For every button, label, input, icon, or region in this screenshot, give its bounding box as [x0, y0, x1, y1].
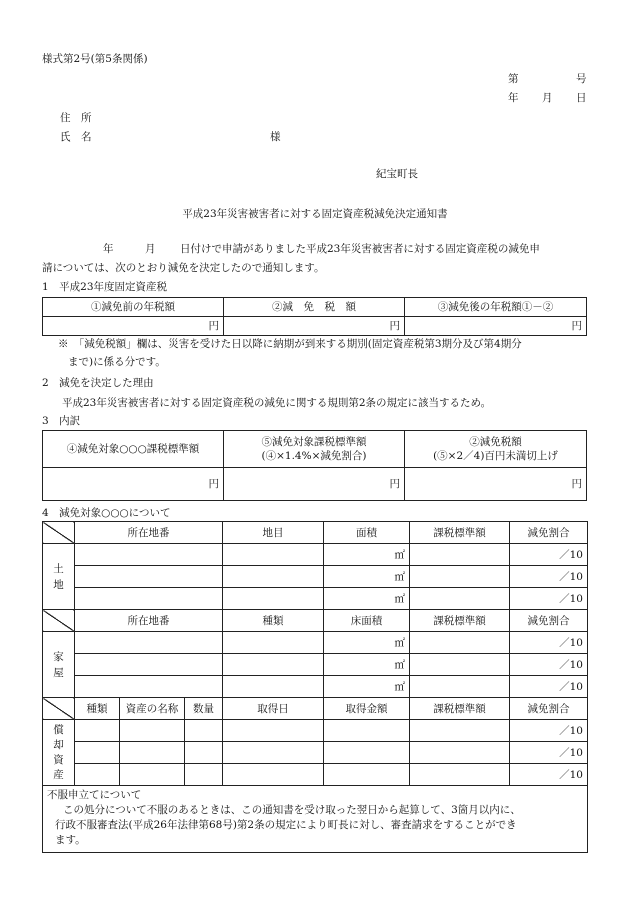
- asset-date-cell: [223, 742, 324, 764]
- date-month-label: 月: [542, 92, 553, 104]
- asset-label: [43, 720, 75, 786]
- document-title: 平成23年災害被害者に対する固定資産税減免決定通知書: [182, 208, 448, 220]
- number-label-go: 号: [576, 73, 587, 85]
- form-number: 様式第2号(第5条関係): [42, 53, 148, 65]
- house-ratio: ／10: [510, 632, 588, 654]
- land-header-category: 地目: [223, 522, 324, 544]
- land-category-cell: [223, 544, 324, 566]
- house-label: 家 屋: [43, 632, 75, 698]
- header-target-base-calc: [224, 431, 405, 468]
- land-header-area: 面積: [324, 522, 410, 544]
- asset-header-ratio: 減免割合: [510, 698, 588, 720]
- land-category-cell: [223, 566, 324, 588]
- asset-header-tax-base: 課税標準額: [410, 698, 510, 720]
- issuer: 紀宝町長: [376, 168, 418, 180]
- land-tax-base-cell: [410, 566, 510, 588]
- house-type-cell: [223, 632, 324, 654]
- asset-date-cell: [223, 720, 324, 742]
- house-tax-base-cell: [410, 632, 510, 654]
- asset-type-cell: [75, 764, 120, 786]
- asset-diagonal-cell: [43, 698, 75, 720]
- house-type-cell: [223, 654, 324, 676]
- house-location-cell: [75, 676, 223, 698]
- asset-name-cell: [120, 764, 185, 786]
- house-area-unit: ㎡: [324, 632, 410, 654]
- header-before-tax: ①減免前の年税額: [43, 298, 224, 317]
- house-ratio: ／10: [510, 654, 588, 676]
- land-ratio: ／10: [510, 588, 588, 610]
- land-diagonal-cell: [43, 522, 75, 544]
- land-tax-base-cell: [410, 544, 510, 566]
- address-label: 住 所: [60, 112, 92, 124]
- name-label: 氏 名: [60, 131, 92, 143]
- land-category-cell: [223, 588, 324, 610]
- asset-type-cell: [75, 742, 120, 764]
- land-label: 土 地: [43, 544, 75, 610]
- section1-note-line-2: まで)に係る分です。: [68, 356, 166, 368]
- section3-heading: 3 内訳: [42, 415, 81, 427]
- date-year-label: 年: [508, 92, 519, 104]
- after-tax-unit: 円: [405, 317, 587, 336]
- land-location-cell: [75, 566, 223, 588]
- asset-label-text: 償却資産: [53, 723, 64, 781]
- land-area-unit: ㎡: [324, 588, 410, 610]
- house-header-ratio: 減免割合: [510, 610, 588, 632]
- before-tax-unit: 円: [43, 317, 224, 336]
- asset-type-cell: [75, 720, 120, 742]
- land-location-cell: [75, 544, 223, 566]
- section1-table: [42, 297, 587, 336]
- asset-quantity-cell: [185, 742, 223, 764]
- asset-header-type: 種類: [75, 698, 120, 720]
- land-location-cell: [75, 588, 223, 610]
- asset-amount-cell: [324, 764, 410, 786]
- house-tax-base-cell: [410, 654, 510, 676]
- appeal-line-1: この処分について不服のあるときは、この通知書を受け取った翌日から起算して、3箇月以内に、: [63, 804, 521, 816]
- asset-tax-base-cell: [410, 742, 510, 764]
- appeal-heading: 不服申立てについて: [47, 789, 142, 801]
- asset-ratio: ／10: [510, 742, 588, 764]
- section4-table: [42, 521, 588, 853]
- house-header-type: 種類: [223, 610, 324, 632]
- house-type-cell: [223, 676, 324, 698]
- intro-date-month: 月: [145, 243, 156, 255]
- section4-heading: 4 減免対象○○○について: [42, 507, 171, 519]
- appeal-line-3: ます。: [55, 834, 86, 846]
- asset-amount-cell: [324, 742, 410, 764]
- asset-header-quantity: 数量: [185, 698, 223, 720]
- intro-line-1: 日付けで申請がありました平成23年災害被害者に対する固定資産税の減免申: [180, 243, 540, 255]
- section2-reason: 平成23年災害被害者に対する固定資産税の減免に関する規則第2条の規定に該当するため。: [62, 397, 492, 409]
- appeal-box: [43, 786, 588, 853]
- land-area-unit: ㎡: [324, 544, 410, 566]
- asset-quantity-cell: [185, 720, 223, 742]
- section3-table: [42, 430, 587, 501]
- house-location-cell: [75, 654, 223, 676]
- col3-line-2: (⑤×2／4)百円未満切上げ: [433, 450, 558, 462]
- header-reduction-tax-calc: [405, 431, 587, 468]
- asset-date-cell: [223, 764, 324, 786]
- asset-header-acquired-date: 取得日: [223, 698, 324, 720]
- target-base-unit: 円: [43, 468, 224, 501]
- section2-heading: 2 減免を決定した理由: [42, 377, 154, 389]
- col2-line-2: (④×1.4%×減免割合): [261, 450, 367, 462]
- reduction-tax-unit: 円: [224, 317, 405, 336]
- house-diagonal-cell: [43, 610, 75, 632]
- reduction-tax-calc-unit: 円: [405, 468, 587, 501]
- asset-name-cell: [120, 720, 185, 742]
- land-area-unit: ㎡: [324, 566, 410, 588]
- header-reduction-tax: ②減 免 税 額: [224, 298, 405, 317]
- land-header-tax-base: 課税標準額: [410, 522, 510, 544]
- asset-header-name: 資産の名称: [120, 698, 185, 720]
- land-tax-base-cell: [410, 588, 510, 610]
- asset-name-cell: [120, 742, 185, 764]
- date-day-label: 日: [576, 92, 587, 104]
- number-label-dai: 第: [508, 73, 519, 85]
- land-header-ratio: 減免割合: [510, 522, 588, 544]
- appeal-line-2: 行政不服審査法(平成26年法律第68号)第2条の規定により町長に対し、審査請求をすることができ: [55, 819, 517, 831]
- intro-line-2: 請については、次のとおり減免を決定したので通知します。: [42, 262, 325, 274]
- land-header-location: 所在地番: [75, 522, 223, 544]
- land-ratio: ／10: [510, 566, 588, 588]
- asset-ratio: ／10: [510, 764, 588, 786]
- house-tax-base-cell: [410, 676, 510, 698]
- house-area-unit: ㎡: [324, 654, 410, 676]
- header-target-base: ④減免対象○○○課税標準額: [43, 431, 224, 468]
- house-header-location: 所在地番: [75, 610, 223, 632]
- asset-quantity-cell: [185, 764, 223, 786]
- asset-amount-cell: [324, 720, 410, 742]
- asset-ratio: ／10: [510, 720, 588, 742]
- asset-tax-base-cell: [410, 720, 510, 742]
- section1-heading: 1 平成23年度固定資産税: [42, 281, 168, 293]
- house-location-cell: [75, 632, 223, 654]
- section1-note-line-1: ※ 「減免税額」欄は、災害を受けた日以降に納期が到来する期別(固定資産税第3期分及び第4期分: [58, 338, 522, 350]
- honorific: 様: [270, 131, 281, 143]
- house-header-floor-area: 床面積: [324, 610, 410, 632]
- land-ratio: ／10: [510, 544, 588, 566]
- col3-line-1: ②減免税額: [469, 436, 522, 448]
- house-ratio: ／10: [510, 676, 588, 698]
- target-base-calc-unit: 円: [224, 468, 405, 501]
- asset-tax-base-cell: [410, 764, 510, 786]
- house-area-unit: ㎡: [324, 676, 410, 698]
- col2-line-1: ⑤減免対象課税標準額: [261, 436, 367, 448]
- intro-date-year: 年: [103, 243, 114, 255]
- house-header-tax-base: 課税標準額: [410, 610, 510, 632]
- header-after-tax: ③減免後の年税額①－②: [405, 298, 587, 317]
- asset-header-acquired-amount: 取得金額: [324, 698, 410, 720]
